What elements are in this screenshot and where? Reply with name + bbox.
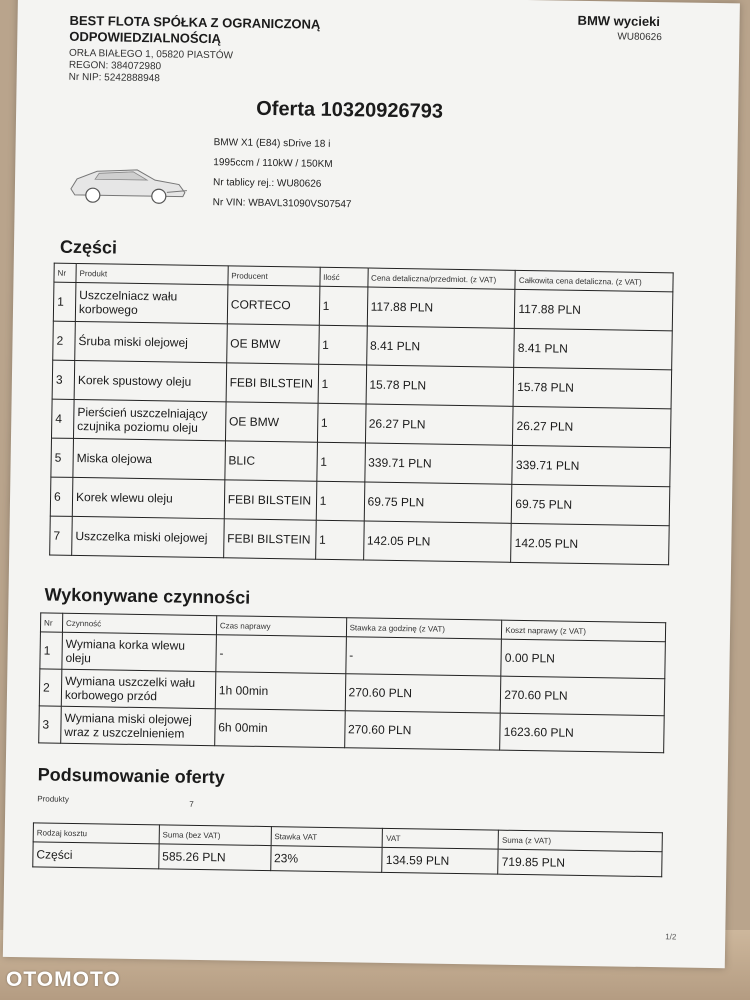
work-section-title: Wykonywane czynności [44,584,251,608]
offer-document [3,0,740,968]
table-cell: 26.27 PLN [513,406,671,447]
table-cell: 7 [50,516,73,555]
column-header: Producent [228,266,320,286]
table-cell: 23% [270,846,382,873]
table-cell: 1 [319,286,368,326]
table-cell: 1 [315,520,364,560]
offer-title: Oferta 10320926793 [256,97,444,123]
table-cell: Korek wlewu oleju [72,477,224,518]
header-plate: WU80626 [617,31,662,44]
column-header: Stawka VAT [271,827,383,848]
table-cell: 69.75 PLN [512,484,670,525]
table-cell: FEBI BILSTEIN [223,519,316,559]
column-header: Suma (bez VAT) [159,825,271,846]
table-cell: 6 [50,477,73,516]
table-cell: 585.26 PLN [159,844,271,871]
products-label: Produkty [37,794,69,804]
table-cell: 69.75 PLN [364,482,512,523]
column-header: Czynność [62,613,216,634]
table-cell: 8.41 PLN [366,326,514,367]
table-cell: 339.71 PLN [364,443,512,484]
table-cell: Wymiana uszczelki wału korbowego przód [61,669,215,708]
column-header: Produkt [76,263,228,284]
column-header: Nr [40,613,62,632]
table-cell: CORTECO [227,285,320,325]
table-cell: 270.60 PLN [344,711,500,750]
table-cell: 117.88 PLN [515,289,673,330]
table-cell: - [345,637,501,676]
table-cell: Śruba miski olejowej [75,321,227,362]
table-cell: 339.71 PLN [512,445,670,486]
table-cell: 1 [40,632,63,669]
column-header: Cena detaliczna/przedmiot. (z VAT) [367,268,515,289]
table-cell: 1623.60 PLN [500,713,664,753]
table-cell: BLIC [225,441,318,481]
table-cell: Części [33,842,159,869]
table-cell: OE BMW [225,402,318,442]
parts-table [49,263,674,566]
column-header: Suma (z VAT) [498,830,662,852]
company-address: ORŁA BIAŁEGO 1, 05820 PIASTÓW [68,47,234,62]
summary-section-title: Podsumowanie oferty [37,764,225,788]
table-cell: 3 [52,360,75,399]
company-name: BEST FLOTA SPÓŁKA Z OGRANICZONĄ ODPOWIEDZIALNOŚCIĄ [69,12,321,47]
table-cell: 142.05 PLN [363,521,511,562]
table-cell: 3 [39,706,62,743]
car-model: BMW X1 (E84) sDrive 18 i [213,137,331,150]
car-icon [67,165,193,207]
table-cell: Wymiana korka wlewu oleju [62,632,216,671]
table-cell: Uszczelka miski olejowej [72,516,224,557]
car-engine: 1995ccm / 110kW / 150KM [213,157,333,170]
column-header: Ilość [320,267,368,287]
table-cell: 1h 00min [215,672,345,711]
column-header: Rodzaj kosztu [33,823,159,844]
table-cell: Uszczelniacz wału korbowego [75,282,227,323]
table-cell: 1 [53,282,76,321]
column-header: Całkowita cena detaliczna. (z VAT) [515,270,673,291]
company-regon: REGON: 384072980 [68,59,162,73]
table-cell: 4 [51,399,74,438]
table-cell: 1 [318,325,367,365]
parts-section-title: Części [59,236,118,258]
table-cell: 1 [318,364,367,404]
work-table [38,612,666,753]
table-cell: - [216,635,346,674]
table-cell: Pierścień uszczelniający czujnika poziomu oleju [73,399,225,440]
table-cell: 2 [53,321,76,360]
table-cell: 2 [39,669,62,706]
table-cell: 1 [317,403,366,443]
car-plate: Nr tablicy rej.: WU80626 [212,177,322,190]
otomoto-watermark: OTOMOTO [6,968,121,991]
table-cell: FEBI BILSTEIN [224,480,317,520]
table-cell: FEBI BILSTEIN [226,363,319,403]
table-cell: 117.88 PLN [367,287,515,328]
page-number: 1/2 [665,932,677,942]
table-cell: 270.60 PLN [500,676,664,716]
table-cell: 5 [51,438,74,477]
column-header: VAT [383,828,499,849]
products-count: 7 [189,799,194,809]
table-row [50,516,670,565]
column-header: Stawka za godzinę (z VAT) [346,618,502,639]
table-cell: 6h 00min [214,709,344,748]
table-cell: 8.41 PLN [514,328,672,369]
column-header: Czas naprawy [216,616,346,637]
column-header: Nr [54,263,76,282]
table-cell: 142.05 PLN [511,523,669,564]
table-cell: 1 [316,442,365,482]
summary-table [32,822,663,877]
table-cell: Korek spustowy oleju [74,360,226,401]
table-cell: 134.59 PLN [382,847,498,874]
table-cell: 15.78 PLN [366,365,514,406]
table-cell: 15.78 PLN [513,367,671,408]
table-cell: 270.60 PLN [345,674,501,713]
table-cell: Wymiana miski olejowej wraz z uszczelnieniem [61,706,215,745]
header-brand: BMW wycieki [577,12,661,30]
table-cell: 1 [316,481,365,521]
column-header: Koszt naprawy (z VAT) [502,620,666,642]
table-cell: OE BMW [226,324,319,364]
table-cell: 26.27 PLN [365,404,513,445]
table-cell: Miska olejowa [73,438,225,479]
table-cell: 719.85 PLN [498,849,662,877]
table-cell: 0.00 PLN [501,639,665,679]
car-vin: Nr VIN: WBAVL31090VS07547 [212,197,352,211]
company-nip: Nr NIP: 5242888948 [68,71,160,85]
